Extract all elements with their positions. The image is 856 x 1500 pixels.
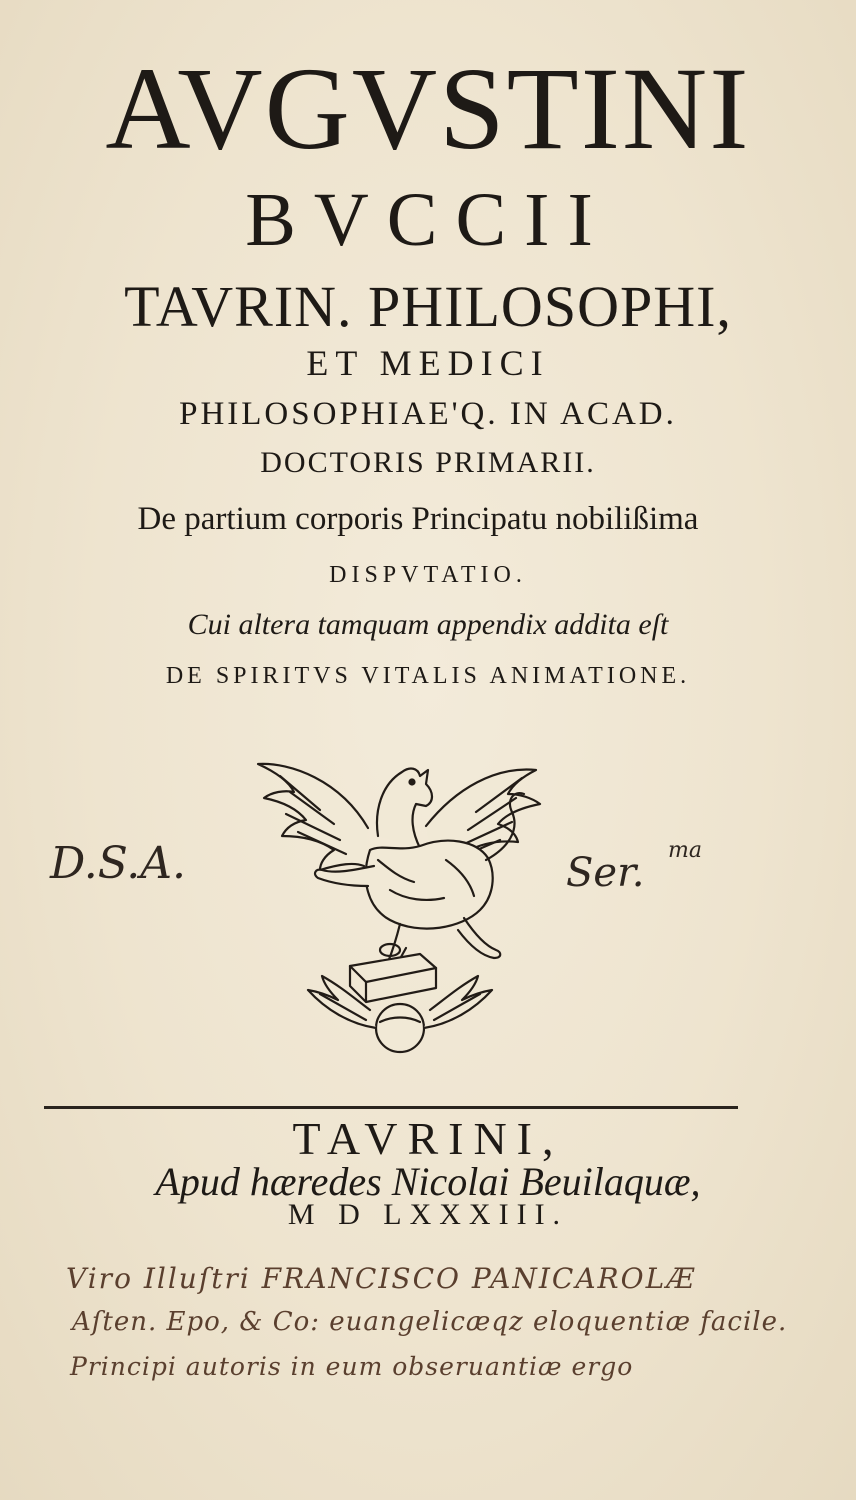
author-title-line: TAVRIN. PHILOSOPHI, <box>124 274 732 339</box>
manuscript-initials-left: D.S.A. <box>50 838 187 889</box>
imprint-printer: Apud hæredes Nicolai Beuilaquæ, <box>155 1159 701 1204</box>
author-name-line: AVGVSTINI <box>105 43 751 174</box>
appendix-note: Cui altera tamquam appendix addita eſt <box>187 608 669 641</box>
manuscript-superscript: ma <box>668 838 702 863</box>
subject-disputatio: DISPVTATIO. <box>329 562 527 588</box>
author-title-line-3: PHILOSOPHIAE'Q. IN ACAD. <box>179 396 677 432</box>
dedication-line-3: Principi autoris in eum obseruantiæ ergo <box>70 1352 634 1381</box>
dedication-line-2: Aſten. Epo, & Co: euangelicæqz eloquentiæ facile. <box>72 1307 788 1337</box>
author-title-line-2: ET MEDICI <box>306 343 550 383</box>
manuscript-abbrev-right: Ser. <box>566 850 645 896</box>
imprint-year: M D LXXXIII. <box>287 1198 569 1231</box>
author-surname-line: BVCCII <box>245 178 611 262</box>
divider-rule <box>44 1106 738 1109</box>
dedication-line-1: Viro Illuſtri FRANCISCO PANICAROLÆ <box>66 1262 697 1295</box>
author-title-line-4: DOCTORIS PRIMARII. <box>260 446 596 479</box>
appendix-title: DE SPIRITVS VITALIS ANIMATIONE. <box>165 663 691 689</box>
imprint-place: TAVRINI, <box>292 1113 564 1164</box>
subject-line: De partium corporis Principatu nobilißima <box>137 501 699 537</box>
griffin-printer-device-icon <box>250 740 550 1060</box>
